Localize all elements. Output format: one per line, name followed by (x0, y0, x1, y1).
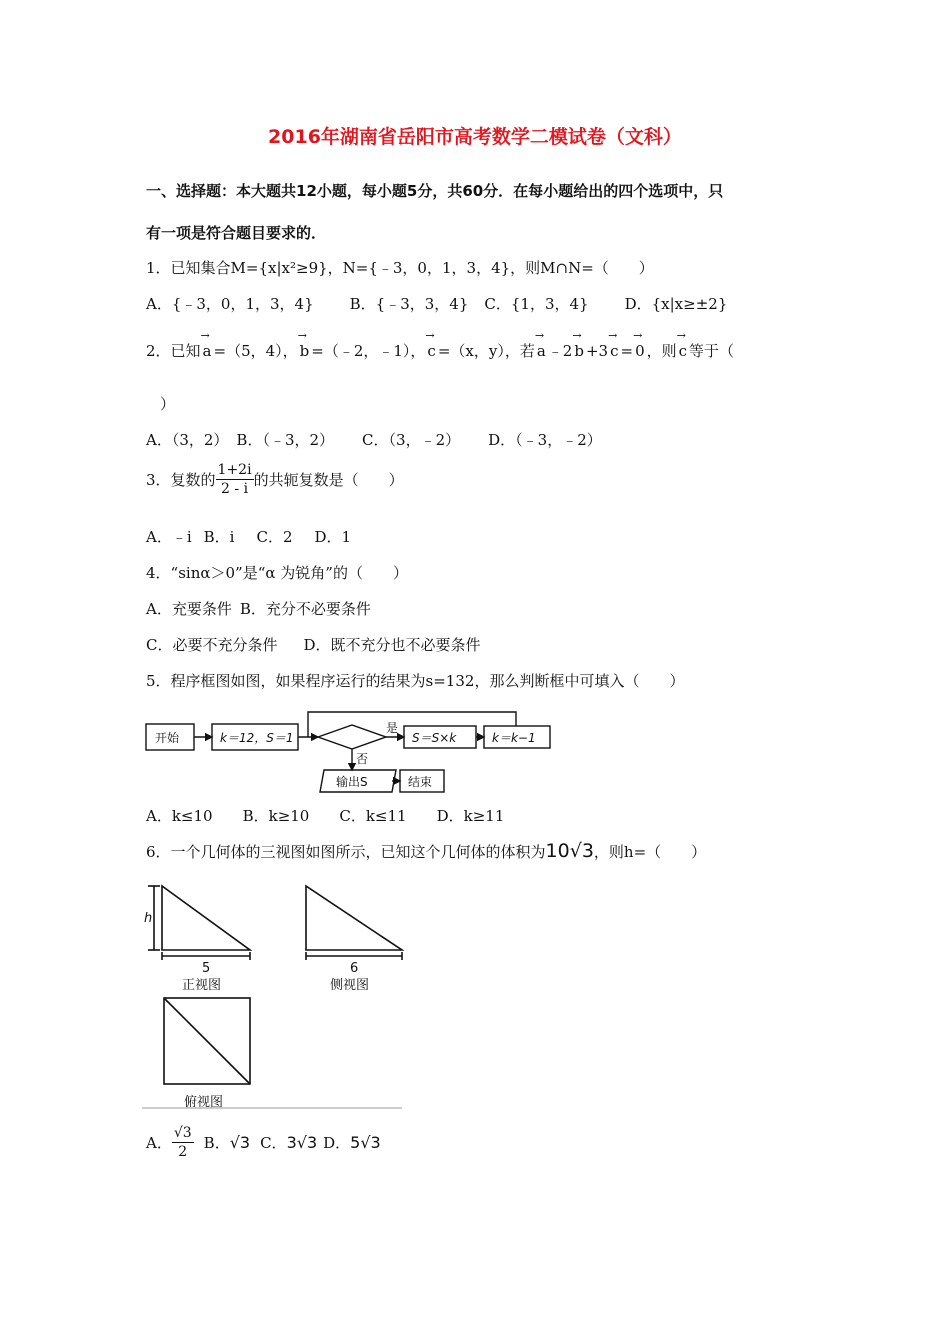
q4-option-b: B．充分不必要条件 (239, 600, 371, 618)
flow-dec-text: k＝k−1 (492, 731, 536, 745)
q1-stem: 1．已知集合M={x|x²≥9}，N={﹣3，0，1，3，4}，则M∩N=（ ） (146, 259, 654, 277)
flow-start-text: 开始 (155, 731, 180, 745)
q1-options (146, 293, 727, 314)
q6-option-a (146, 1124, 194, 1161)
q3-text: 的共轭复数是（ ） (253, 471, 404, 489)
flow-mult-text: S＝S×k (412, 731, 457, 745)
q2-option-b: B．（﹣3，2） (236, 431, 335, 449)
fraction-numerator: 1+2i (217, 462, 252, 478)
q5-options (146, 805, 504, 826)
vector-b: → b (298, 342, 312, 360)
flow-no-text: 否 (356, 752, 369, 766)
q2-option-a: A．（3，2） (146, 431, 229, 449)
q4-option-d: D．既不充分也不必要条件 (303, 636, 481, 654)
option-d-value: 5√3 (350, 1133, 381, 1152)
option-a-fraction (172, 1124, 194, 1161)
fraction-denominator: 2 - i (221, 481, 249, 497)
flow-init-text: k＝12，S＝1 (220, 731, 294, 745)
option-c-label: C． (260, 1134, 287, 1152)
q3-option-d: D．1 (314, 528, 352, 546)
vector-a: → a (535, 342, 548, 360)
q1-option-c: C．{1，3，4} (484, 295, 589, 313)
flow-decision (318, 725, 386, 749)
q3-option-c: C．2 (256, 528, 293, 546)
q6-option-d (323, 1132, 381, 1153)
q2-option-d: D．（﹣3，﹣2） (488, 431, 602, 449)
q5-option-a: A．k≤10 (146, 807, 213, 825)
option-b-value: √3 (229, 1133, 251, 1152)
q6-options (146, 1124, 381, 1161)
q3-stem (146, 461, 404, 498)
q2-text: =（5，4）， (213, 342, 298, 360)
q2-text: =（x，y），若 (437, 342, 535, 360)
vector-c: → c (425, 342, 437, 360)
q5-stem: 5．程序框图如图，如果程序运行的结果为s=132，那么判断框中可填入（ ） (146, 672, 685, 690)
q3-option-a: A．﹣i (146, 528, 192, 546)
flow-yes-text: 是 (386, 721, 399, 735)
q6-stem (146, 840, 706, 862)
q3-text: 3．复数的 (146, 471, 216, 489)
q3-fraction (216, 461, 254, 498)
q2-text: ﹣2 (547, 342, 573, 360)
front-dim-label: 5 (202, 961, 211, 976)
flow-end-text: 结束 (408, 775, 433, 789)
vector-b: → b (572, 342, 586, 360)
option-a-label: A． (146, 1134, 172, 1152)
q2-close-paren: ） (160, 395, 176, 413)
q1-option-b: B．{﹣3，3，4} (349, 295, 469, 313)
q2-option-c: C．（3，﹣2） (362, 431, 461, 449)
front-view-label: 正视图 (182, 978, 222, 993)
vector-a: → a (201, 342, 214, 360)
option-d-label: D． (323, 1134, 351, 1152)
q4-stem: 4．“sinα＞0”是“α 为锐角”的（ ） (146, 564, 408, 582)
q3-option-b: B．i (203, 528, 235, 546)
vector-c: → c (608, 342, 620, 360)
q2-text: = (620, 342, 634, 360)
q5-option-c: C．k≤11 (339, 807, 407, 825)
q2-text: 等于（ (689, 342, 735, 360)
q6-text: 6．一个几何体的三视图如图所示，已知这个几何体的体积为 (146, 843, 546, 861)
q4-options-row1 (146, 598, 371, 619)
top-view-diagonal (164, 998, 250, 1084)
flow-output-text: 输出S (336, 775, 368, 789)
q6-text: ，则h=（ ） (593, 843, 707, 861)
vector-c: → c (677, 342, 689, 360)
q1-option-d: D．{x|x≥±2} (624, 295, 728, 313)
option-c-value: 3√3 (286, 1133, 318, 1152)
q2-stem (146, 340, 734, 361)
side-dim-label: 6 (350, 961, 359, 976)
vector-zero: → 0 (633, 342, 647, 360)
q6-option-b (204, 1132, 250, 1153)
side-view-label: 侧视图 (330, 978, 370, 993)
top-view-label: 俯视图 (184, 1095, 224, 1110)
q1-option-a: A．{﹣3，0，1，3，4} (146, 295, 314, 313)
fraction-denominator: 2 (178, 1144, 188, 1160)
q2-text: =（﹣2，﹣1）， (311, 342, 426, 360)
q5-flowchart (140, 708, 560, 798)
height-label-h: h (144, 911, 153, 926)
page-title: 2016年湖南省岳阳市高考数学二模试卷（文科） (268, 126, 682, 148)
q6-option-c (260, 1132, 317, 1153)
side-view-triangle (306, 886, 402, 950)
q4-option-a: A．充要条件 (146, 600, 232, 618)
q4-options-row2 (146, 634, 481, 655)
section-header-line2: 有一项是符合题目要求的． (146, 224, 327, 242)
q4-option-c: C．必要不充分条件 (146, 636, 278, 654)
front-view-triangle (162, 886, 250, 950)
q3-options (146, 526, 351, 547)
q5-option-b: B．k≥10 (242, 807, 310, 825)
q5-option-d: D．k≥11 (436, 807, 505, 825)
q2-text: ，则 (646, 342, 677, 360)
q6-volume: 10√3 (545, 840, 594, 862)
q2-text: +3 (585, 342, 609, 360)
fraction-numerator: √3 (173, 1125, 192, 1141)
q2-text: 2．已知 (146, 342, 201, 360)
option-b-label: B． (203, 1134, 230, 1152)
section-header-line1: 一、选择题：本大题共12小题，每小题5分，共60分．在每小题给出的四个选项中，只 (146, 182, 724, 200)
q2-options (146, 429, 602, 450)
q6-three-views (140, 880, 410, 1112)
